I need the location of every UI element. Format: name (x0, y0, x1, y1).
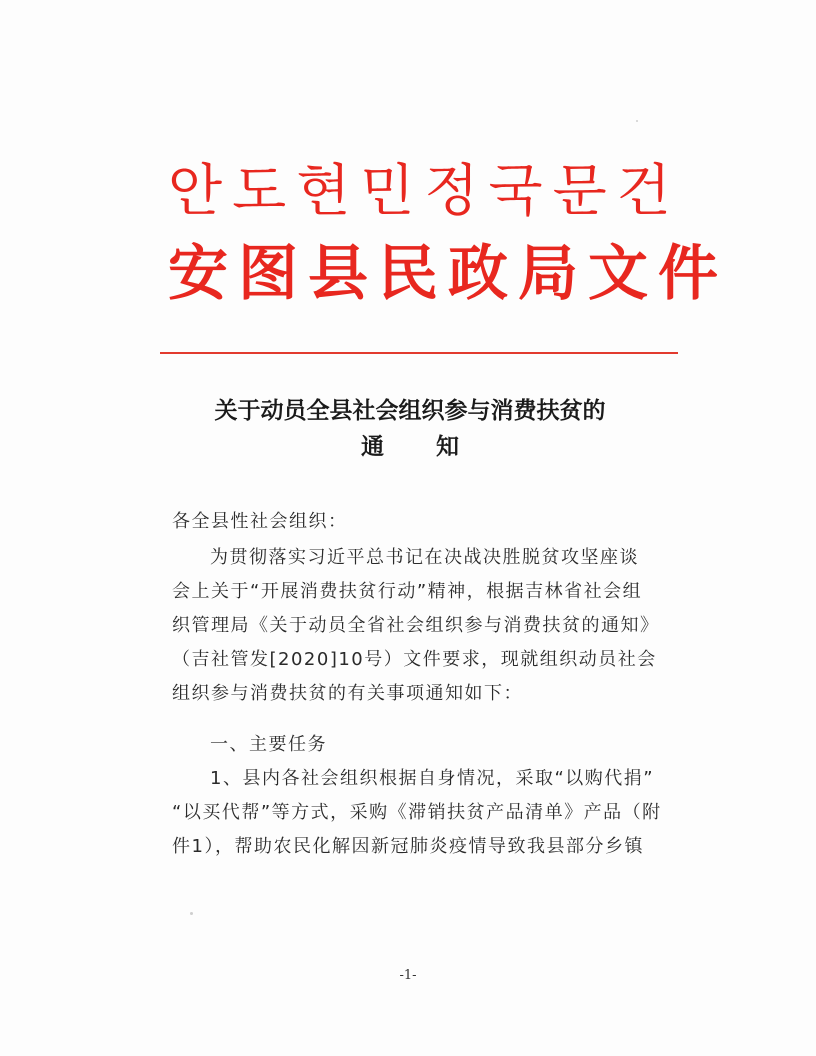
paragraph-2-line: 1、县内各社会组织根据自身情况，采取“以购代捐” (210, 768, 655, 789)
chinese-header-title: 安图县民政局文件 (168, 239, 728, 309)
salutation: 各全县性社会组织： (172, 511, 348, 532)
page-number: -1- (399, 968, 417, 983)
scan-speck (190, 912, 193, 915)
notice-title-line2: 通知 (361, 433, 511, 460)
paragraph-1 (172, 541, 658, 711)
paragraph-1-line: （吉社管发[2020]10号）文件要求，现就组织动员社会 (172, 649, 657, 670)
paragraph-1-line: 织管理局《关于动员全省社会组织参与消费扶贫的通知》 (172, 615, 660, 636)
section-heading: 一、主要任务 (210, 734, 327, 755)
paragraph-2 (172, 762, 662, 864)
paragraph-2-line: “以买代帮”等方式，采购《滞销扶贫产品清单》产品（附 (172, 802, 662, 823)
paragraph-1-line: 组织参与消费扶贫的有关事项通知如下： (172, 683, 523, 704)
korean-header-title: 안도현민정국문건 (168, 159, 681, 224)
paragraph-2-line: 件1），帮助农民化解因新冠肺炎疫情导致我县部分乡镇 (172, 836, 644, 857)
paragraph-1-line: 会上关于“开展消费扶贫行动”精神，根据吉林省社会组 (172, 581, 643, 602)
notice-title-line1: 关于动员全县社会组织参与消费扶贫的 (214, 397, 606, 424)
scan-speck (636, 120, 638, 122)
red-divider-line (160, 352, 678, 354)
paragraph-1-line: 为贯彻落实习近平总书记在决战决胜脱贫攻坚座谈 (210, 547, 639, 568)
